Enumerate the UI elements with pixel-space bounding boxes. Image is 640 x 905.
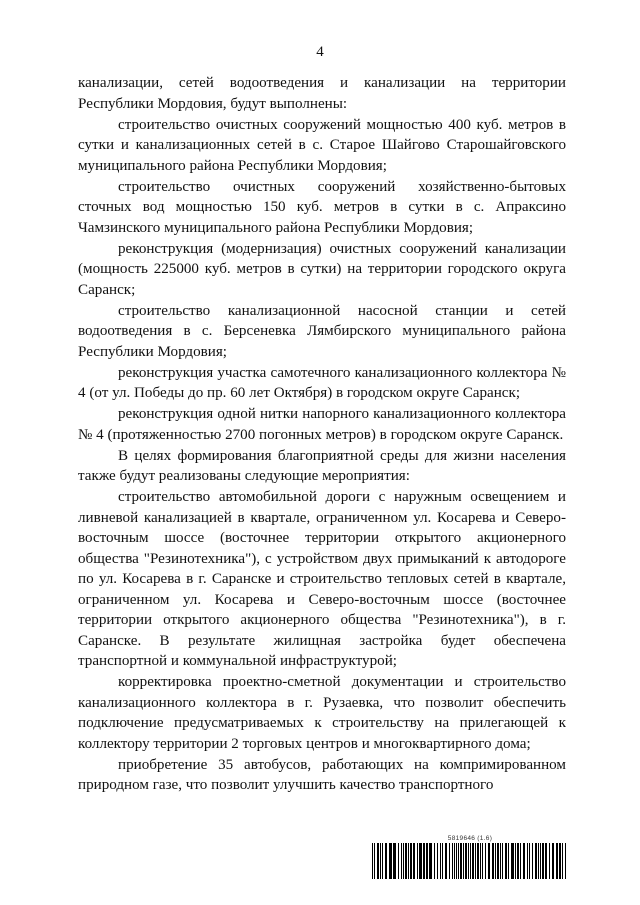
paragraph: строительство очистных сооружений хозяйственно-бытовых сточных вод мощностью 150 куб. метров в сутки в с. Апраксино Чамзинского муниципального района Республики Мордовия; [78, 178, 566, 236]
document-code: 5819646 (1.6) [447, 835, 493, 842]
page-number: 4 [316, 44, 324, 60]
paragraph: реконструкция одной нитки напорного канализационного коллектора № 4 (протяженностью 2700 погонных метров) в городском округе Саранск. [78, 406, 566, 443]
paragraph: строительство канализационной насосной станции и сетей водоотведения в с. Берсеневка Лямбирского муниципального района Республики Мордовия; [78, 302, 566, 360]
document-footer [372, 834, 568, 879]
paragraph: корректировка проектно-сметной документации и строительство канализационного коллектора в г. Рузаевка, что позволит обеспечить подключение предусматриваемых к строительству на прилегающей к коллектору территории 2 торговых центров и многоквартирного дома; [78, 674, 566, 752]
paragraph: В целях формирования благоприятной среды для жизни населения также будут реализованы следующие мероприятия: [78, 447, 566, 484]
paragraph: строительство автомобильной дороги с наружным освещением и ливневой канализацией в квартале, ограниченном ул. Косарева и Северо-восточным шоссе (восточнее территории открытого акционерного общества "Резинотехника"), с устройством двух примыканий к автодороге по ул. Косарева в г. Саранске и строительство тепловых сетей в квартале, ограниченном ул. Косарева и Северо-восточным шоссе (восточнее территории открытого акционерного общества "Резинотехника"), в г. Саранске. В результате жилищная застройка будет обеспечена транспортной и коммунальной инфраструктурой; [78, 489, 566, 669]
paragraph: строительство очистных сооружений мощностью 400 куб. метров в сутки и канализационных сетей в с. Старое Шайгово Старошайговского муниципального района Республики Мордовия; [78, 116, 566, 174]
paragraph: реконструкция (модернизация) очистных сооружений канализации (мощность 225000 куб. метров в сутки) на территории городского округа Саранск; [78, 240, 566, 298]
document-body [78, 73, 566, 796]
paragraph: канализации, сетей водоотведения и канализации на территории Республики Мордовия, будут выполнены: [78, 75, 566, 112]
paragraph: приобретение 35 автобусов, работающих на компримированном природном газе, что позволит улучшить качество транспортного [78, 756, 566, 793]
paragraph: реконструкция участка самотечного канализационного коллектора № 4 (от ул. Победы до пр. 60 лет Октября) в городском округе Саранск; [78, 364, 566, 401]
barcode-image [372, 843, 568, 879]
